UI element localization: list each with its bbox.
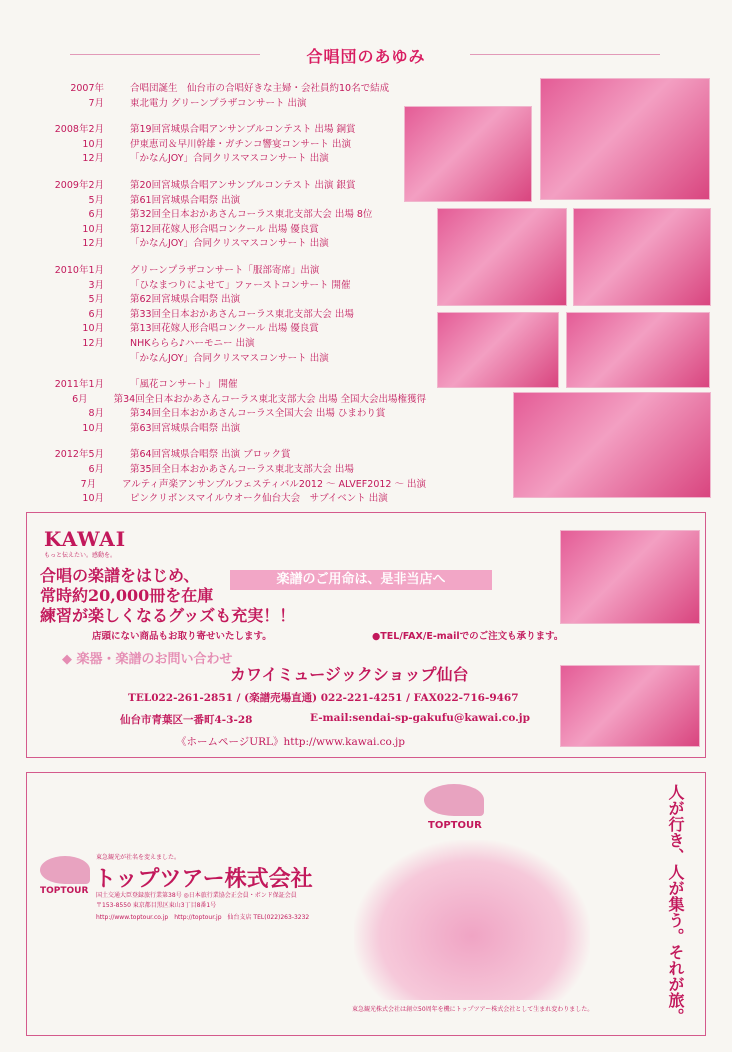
history-text: 第34回全日本おかあさんコーラス全国大会 出場 ひまわり賞	[130, 408, 386, 420]
travel-illustration	[354, 840, 590, 1000]
history-date	[26, 393, 88, 408]
history-row	[26, 352, 426, 367]
history-month: 5月	[88, 194, 104, 206]
history-date	[26, 308, 104, 323]
history-month: 10月	[82, 223, 104, 235]
title-ornament-left	[70, 54, 260, 55]
history-text: 第33回全日本おかあさんコーラス東北支部大会 出場	[130, 308, 354, 320]
history-row	[26, 393, 426, 408]
photo	[540, 78, 710, 200]
history-month: 7月	[88, 97, 104, 109]
history-gap	[26, 366, 426, 378]
history-row	[26, 237, 426, 252]
history-month: 8月	[88, 408, 104, 420]
history-text: 第61回宮城県合唱祭 出演	[130, 194, 241, 206]
history-month: 7月	[80, 478, 97, 490]
kawai-shop-name: カワイミュージックショップ仙台	[230, 665, 469, 684]
history-row	[26, 194, 426, 209]
history-text: 東北電力 グリーンプラザコンサート 出演	[130, 97, 307, 109]
history-date	[26, 422, 104, 437]
history-row	[26, 97, 426, 112]
history-row	[26, 422, 426, 437]
history-row	[26, 152, 426, 167]
history-date	[26, 293, 104, 308]
history-gap	[26, 436, 426, 448]
history-row	[26, 308, 426, 323]
history-text: 第34回全日本おかあさんコーラス東北支部大会 出場 全国大会出場権獲得	[113, 393, 426, 405]
history-row	[26, 82, 426, 97]
history-year: 2008年	[54, 124, 89, 136]
history-date	[26, 123, 104, 138]
toptour-logo-text: TOPTOUR	[40, 886, 89, 896]
history-year: 2007年	[70, 83, 104, 94]
history-text: 第13回花嫁人形合唱コンクール 出場 優良賞	[130, 323, 319, 335]
history-text: 「かなんJOY」合同クリスマスコンサート 出演	[130, 153, 329, 165]
kawai-logo: KAWAI	[44, 527, 127, 551]
history-month: 5月	[88, 449, 104, 461]
headline-line: 常時約20,000冊を在庫	[40, 586, 214, 605]
photo	[404, 106, 532, 202]
store-photo	[560, 665, 700, 747]
history-row	[26, 322, 426, 337]
photo	[437, 208, 567, 306]
history-date	[26, 194, 104, 209]
kawai-tel: TEL022-261-2851 / (楽譜売場直通) 022-221-4251 / FAX022-716-9467	[128, 692, 519, 704]
toptour-company-name: トップツアー株式会社	[94, 867, 313, 892]
history-year: 2009年	[54, 179, 89, 191]
photo	[566, 312, 710, 388]
history-row	[26, 448, 426, 463]
history-date	[26, 179, 104, 194]
history-date	[26, 378, 104, 393]
toptour-info: 〒153-8550 東京都目黒区東山3丁目8番1号	[96, 902, 217, 909]
history-date	[26, 82, 104, 97]
history-row	[26, 208, 426, 223]
history-text: 第20回宮城県合唱アンサンブルコンテスト 出演 銀賞	[130, 179, 356, 191]
toptour-logo-mark	[424, 784, 484, 816]
history-date	[26, 279, 104, 294]
history-month: 10月	[82, 138, 104, 150]
history-row	[26, 123, 426, 138]
history-date	[26, 208, 104, 223]
history-month: 12月	[82, 238, 104, 250]
history-gap	[26, 111, 426, 123]
kawai-tagline: もっと伝えたい。感動を。	[44, 552, 117, 559]
history-month: 6月	[88, 209, 104, 221]
history-month: 1月	[88, 264, 104, 276]
history-text: ピンクリボンスマイルウオーク仙台大会 サブイベント 出演	[130, 493, 388, 505]
history-month: 6月	[88, 308, 104, 320]
kawai-banner: 楽譜のご用命は、是非当店へ	[230, 570, 492, 590]
history-month: 10月	[82, 493, 104, 505]
history-row	[26, 279, 426, 294]
kawai-contact-heading: ◆ 楽器・楽譜のお問い合わせ	[62, 652, 233, 667]
history-text: グリーンプラザコンサート「服部寄席」出演	[130, 264, 320, 276]
history-row	[26, 264, 426, 279]
history-date	[26, 223, 104, 238]
kawai-note-contact: ●TEL/FAX/E-mailでのご注文も承ります。	[372, 631, 564, 642]
photo	[573, 208, 711, 306]
history-month: 10月	[82, 323, 104, 335]
history-row	[26, 492, 426, 507]
toptour-prename: 東急観光が社名を変えました。	[96, 854, 181, 861]
history-date	[26, 264, 104, 279]
history-text: 第64回宮城県合唱祭 出演 ブロック賞	[130, 449, 291, 461]
title-ornament-right	[470, 54, 660, 55]
history-date	[26, 152, 104, 167]
history-text: 合唱団誕生 仙台市の合唱好きな主婦・会社員約10名で結成	[130, 83, 390, 94]
history-text: 伊東恵司＆早川幹雄・ガチンコ響宴コンサート 出演	[130, 138, 352, 150]
history-year: 2010年	[54, 264, 89, 276]
toptour-logo-text: TOPTOUR	[428, 820, 482, 831]
history-date	[26, 407, 104, 422]
history-row	[26, 378, 426, 393]
history-text: 第63回宮城県合唱祭 出演	[130, 422, 241, 434]
history-month: 6月	[72, 393, 88, 405]
history-date	[26, 322, 104, 337]
store-photo	[560, 530, 700, 624]
kawai-address: 仙台市青葉区一番町4-3-28	[120, 714, 253, 726]
history-row	[26, 293, 426, 308]
history-date	[26, 478, 96, 493]
history-row	[26, 337, 426, 352]
history-text: 第62回宮城県合唱祭 出演	[130, 294, 241, 306]
history-row	[26, 478, 426, 493]
history-list	[26, 82, 426, 507]
toptour-footer: 東急観光株式会社は創立50周年を機にトップツアー株式会社として生まれ変わりました。	[352, 1006, 594, 1013]
history-row	[26, 179, 426, 194]
toptour-slogan: 人が行き、人が集う。それが旅。	[666, 784, 685, 1024]
toptour-info: 国土交通大臣登録旅行業第38号 ◎日本旅行業協会正会員・ボンド保証会員	[96, 892, 297, 899]
history-month: 1月	[88, 379, 104, 391]
history-gap	[26, 167, 426, 179]
history-month: 12月	[82, 337, 104, 349]
history-row	[26, 138, 426, 153]
history-month: 6月	[88, 464, 104, 476]
history-date	[26, 352, 104, 367]
kawai-note-order: 店頭にない商品もお取り寄せいたします。	[92, 631, 272, 642]
history-month: 3月	[88, 279, 104, 291]
history-text: 第12回花嫁人形合唱コンクール 出場 優良賞	[130, 223, 319, 235]
history-gap	[26, 252, 426, 264]
history-month: 2月	[88, 124, 104, 136]
toptour-info: http://www.toptour.co.jp http://toptour.jp 仙台支店 TEL(022)263-3232	[96, 914, 310, 921]
history-month: 12月	[82, 153, 104, 165]
history-date	[26, 97, 104, 112]
history-date	[26, 337, 104, 352]
history-year: 2012年	[54, 449, 89, 461]
history-month: 10月	[82, 422, 104, 434]
kawai-email: E-mail:sendai-sp-gakufu@kawai.co.jp	[310, 712, 530, 724]
history-text: 「かなんJOY」合同クリスマスコンサート 出演	[130, 238, 329, 250]
history-date	[26, 463, 104, 478]
page-title: 合唱団のあゆみ	[306, 47, 426, 66]
history-date	[26, 237, 104, 252]
toptour-logo-mark	[40, 856, 90, 884]
photo	[513, 392, 711, 498]
history-date	[26, 138, 104, 153]
history-text: 「風花コンサート」 開催	[130, 379, 238, 391]
history-text: 第35回全日本おかあさんコーラス東北支部大会 出場	[130, 464, 354, 476]
history-month: 2月	[88, 179, 104, 191]
history-text: アルティ声楽アンサンブルフェスティバル2012 〜 ALVEF2012 〜 出演	[122, 478, 426, 490]
history-text: 「かなんJOY」合同クリスマスコンサート 出演	[130, 352, 329, 364]
history-text: 「ひなまつりによせて」ファーストコンサート 開催	[130, 279, 351, 291]
headline-line: 練習が楽しくなるグッズも充実！！	[40, 606, 296, 625]
history-row	[26, 223, 426, 238]
history-text: NHKららら♪ハーモニー 出演	[130, 337, 255, 349]
headline-line: 合唱の楽譜をはじめ、	[40, 566, 200, 585]
kawai-homepage: 《ホームページURL》http://www.kawai.co.jp	[176, 736, 406, 748]
history-date	[26, 492, 104, 507]
history-date	[26, 448, 104, 463]
history-row	[26, 463, 426, 478]
history-month: 5月	[88, 294, 104, 306]
photo	[437, 312, 559, 388]
history-text: 第32回全日本おかあさんコーラス東北支部大会 出場 8位	[130, 209, 373, 221]
history-text: 第19回宮城県合唱アンサンブルコンテスト 出場 銅賞	[130, 124, 356, 136]
history-row	[26, 407, 426, 422]
history-year: 2011年	[54, 379, 89, 391]
